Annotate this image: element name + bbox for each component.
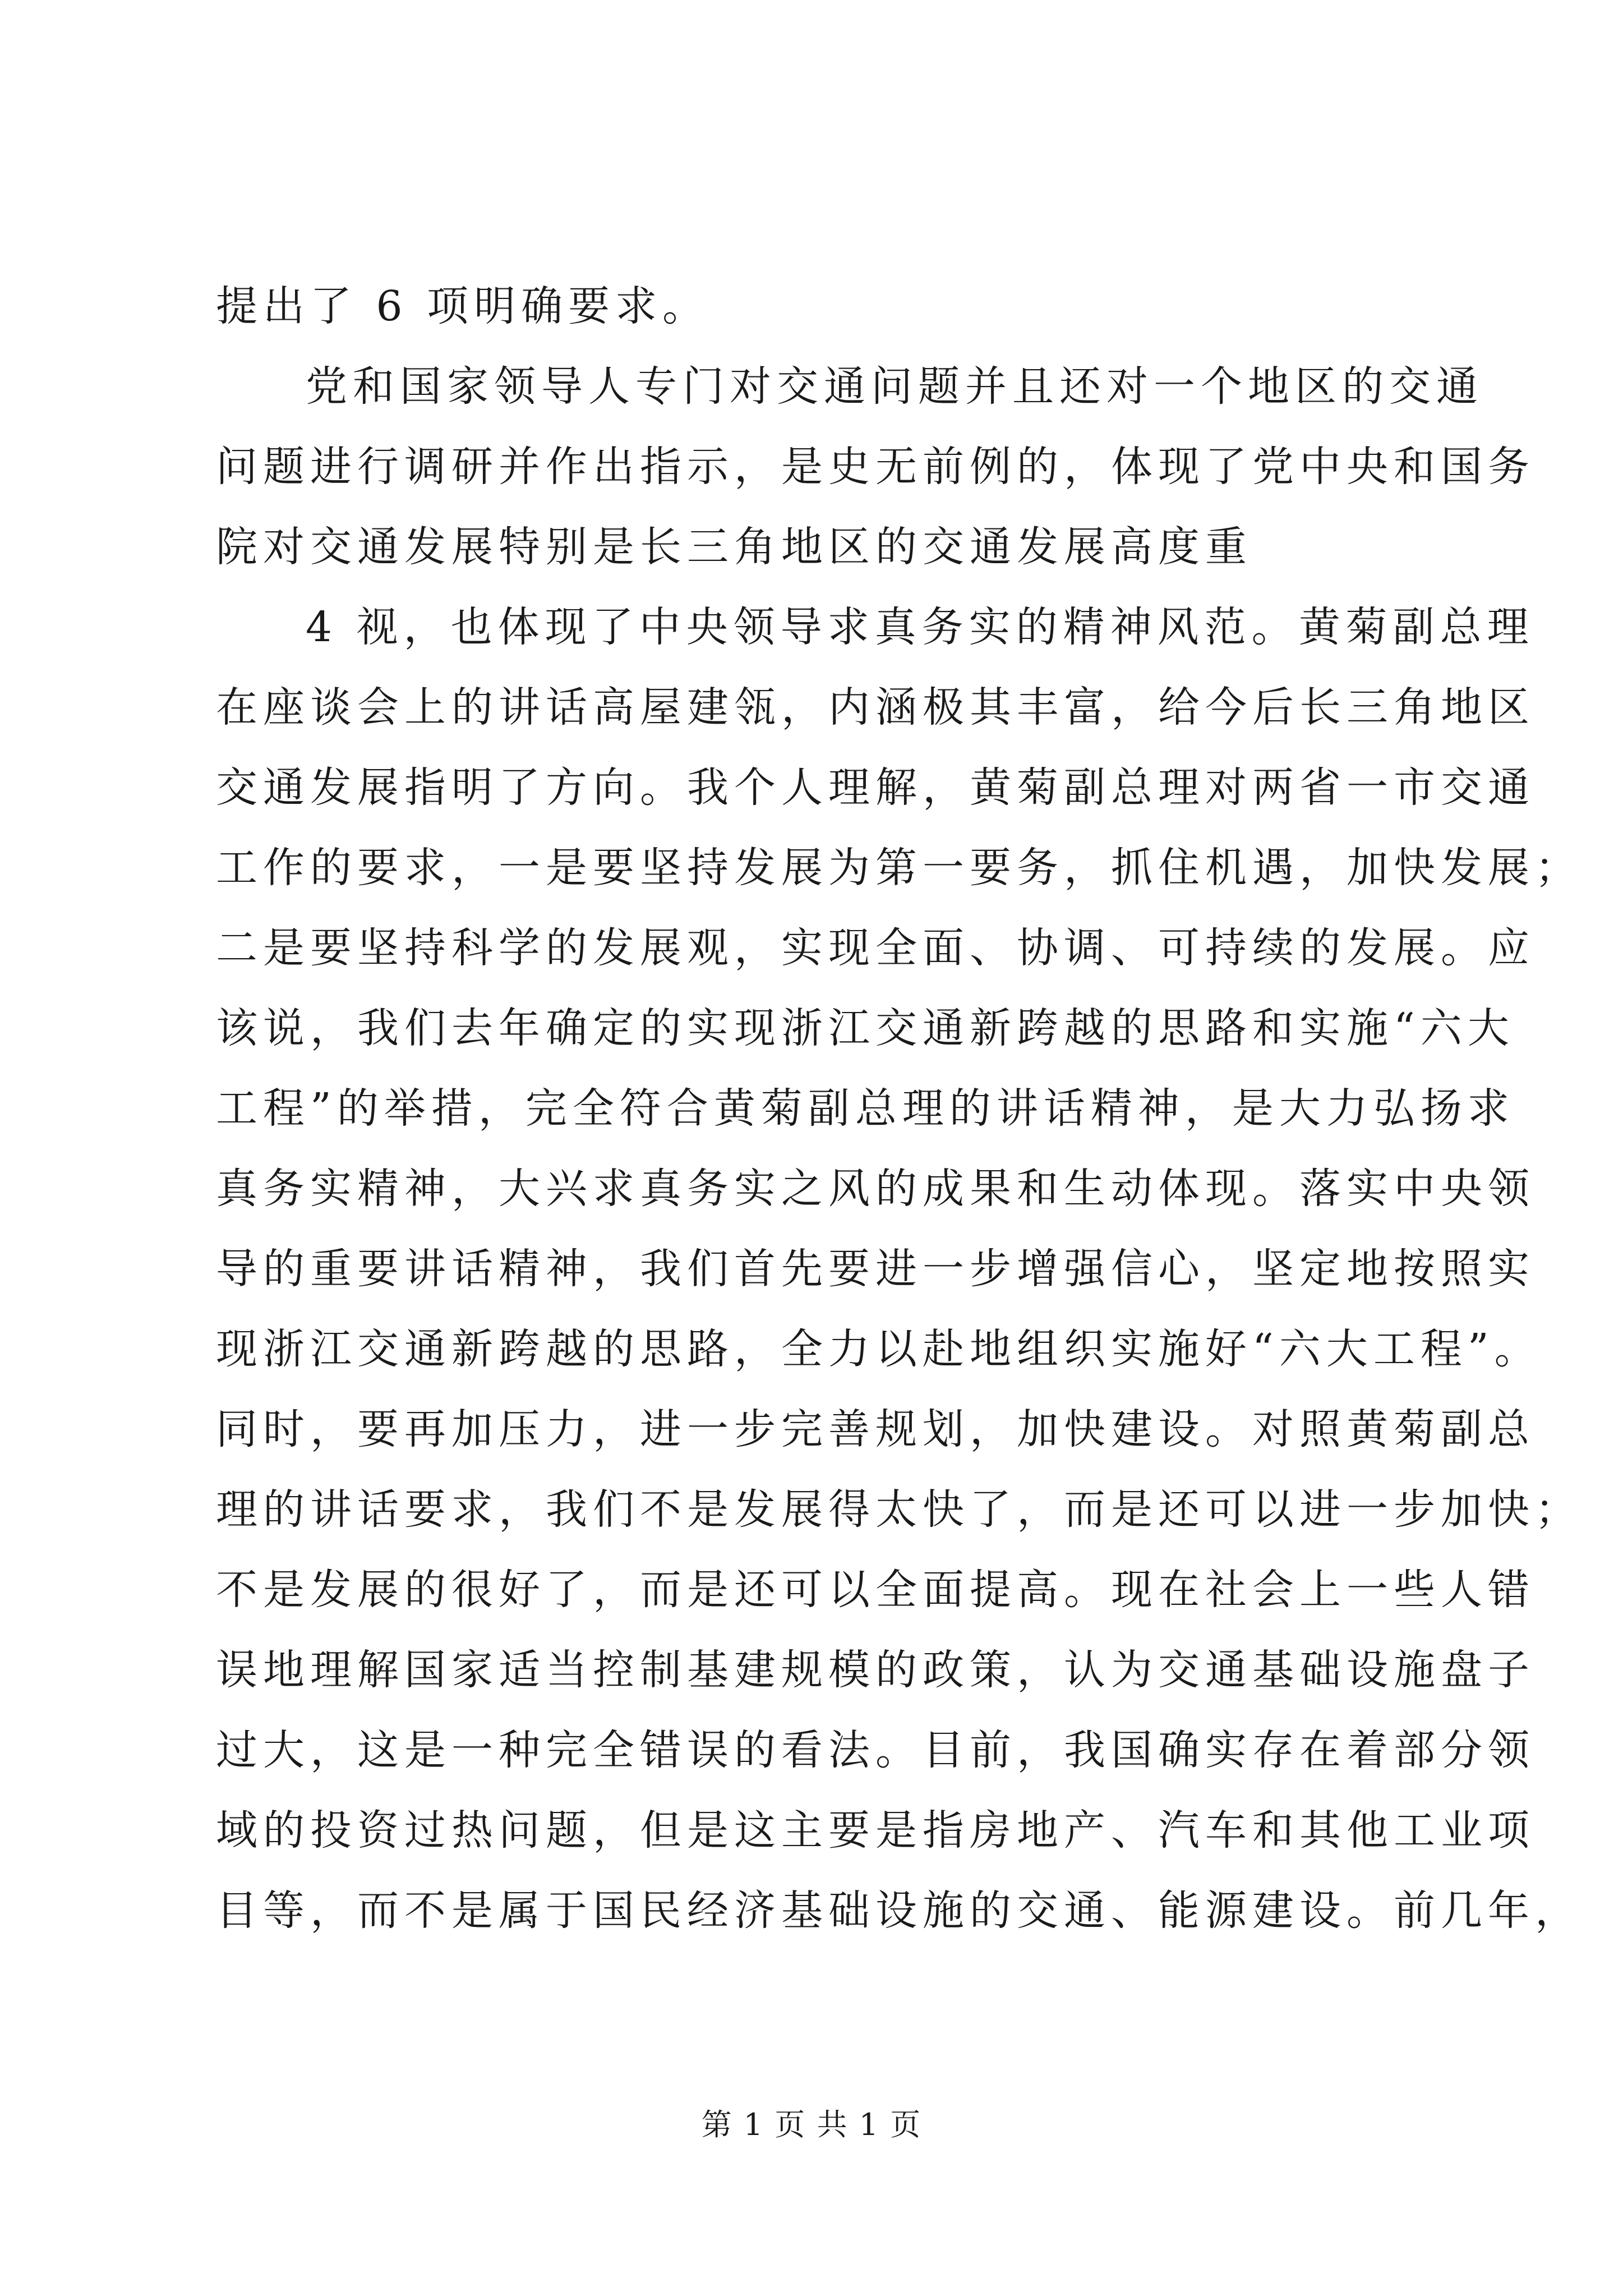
text-line: 真务实精神，大兴求真务实之风的成果和生动体现。落实中央领 xyxy=(216,1165,1535,1213)
text-line: 工作的要求，一是要坚持发展为第一要务，抓住机遇，加快发展； xyxy=(216,844,1582,892)
text-line: 域的投资过热问题，但是这主要是指房地产、汽车和其他工业项 xyxy=(216,1806,1535,1855)
text-line: 该说，我们去年确定的实现浙江交通新跨越的思路和实施“六大 xyxy=(216,1004,1515,1052)
text-line: 同时，要再加压力，进一步完善规划，加快建设。对照黄菊副总 xyxy=(216,1405,1535,1453)
text-line: 问题进行调研并作出指示，是史无前例的，体现了党中央和国务 xyxy=(216,443,1535,491)
text-line: 工程”的举措，完全符合黄菊副总理的讲话精神，是大力弘扬求 xyxy=(216,1084,1515,1133)
page-footer xyxy=(0,2101,1623,2144)
text-line: 交通发展指明了方向。我个人理解，黄菊副总理对两省一市交通 xyxy=(216,763,1535,812)
text-line: 目等，而不是属于国民经济基础设施的交通、能源建设。前几年， xyxy=(216,1887,1582,1935)
text-line: 二是要坚持科学的发展观，实现全面、协调、可持续的发展。应 xyxy=(216,924,1535,972)
text-line: 党和国家领导人专门对交通问题并且还对一个地区的交通 xyxy=(306,362,1483,411)
text-line: 导的重要讲话精神，我们首先要进一步增强信心，坚定地按照实 xyxy=(216,1245,1535,1293)
text-line: 提出了 6 项明确要求。 xyxy=(216,282,710,330)
text-line: 在座谈会上的讲话高屋建瓴，内涵极其丰富，给今后长三角地区 xyxy=(216,683,1535,731)
document-body xyxy=(216,266,1582,1951)
text-line: 不是发展的很好了，而是还可以全面提高。现在社会上一些人错 xyxy=(216,1566,1535,1614)
text-line: 理的讲话要求，我们不是发展得太快了，而是还可以进一步加快； xyxy=(216,1485,1582,1534)
text-line: 误地理解国家适当控制基建规模的政策，认为交通基础设施盘子 xyxy=(216,1646,1535,1694)
page-number-label: 第 1 页 共 1 页 xyxy=(701,2107,922,2142)
text-line: 过大，这是一种完全错误的看法。目前，我国确实存在着部分领 xyxy=(216,1726,1535,1774)
text-line: 院对交通发展特别是长三角地区的交通发展高度重 xyxy=(216,523,1252,571)
text-line: 4 视，也体现了中央领导求真务实的精神风范。黄菊副总理 xyxy=(306,603,1534,651)
text-line: 现浙江交通新跨越的思路，全力以赴地组织实施好“六大工程”。 xyxy=(216,1325,1542,1373)
